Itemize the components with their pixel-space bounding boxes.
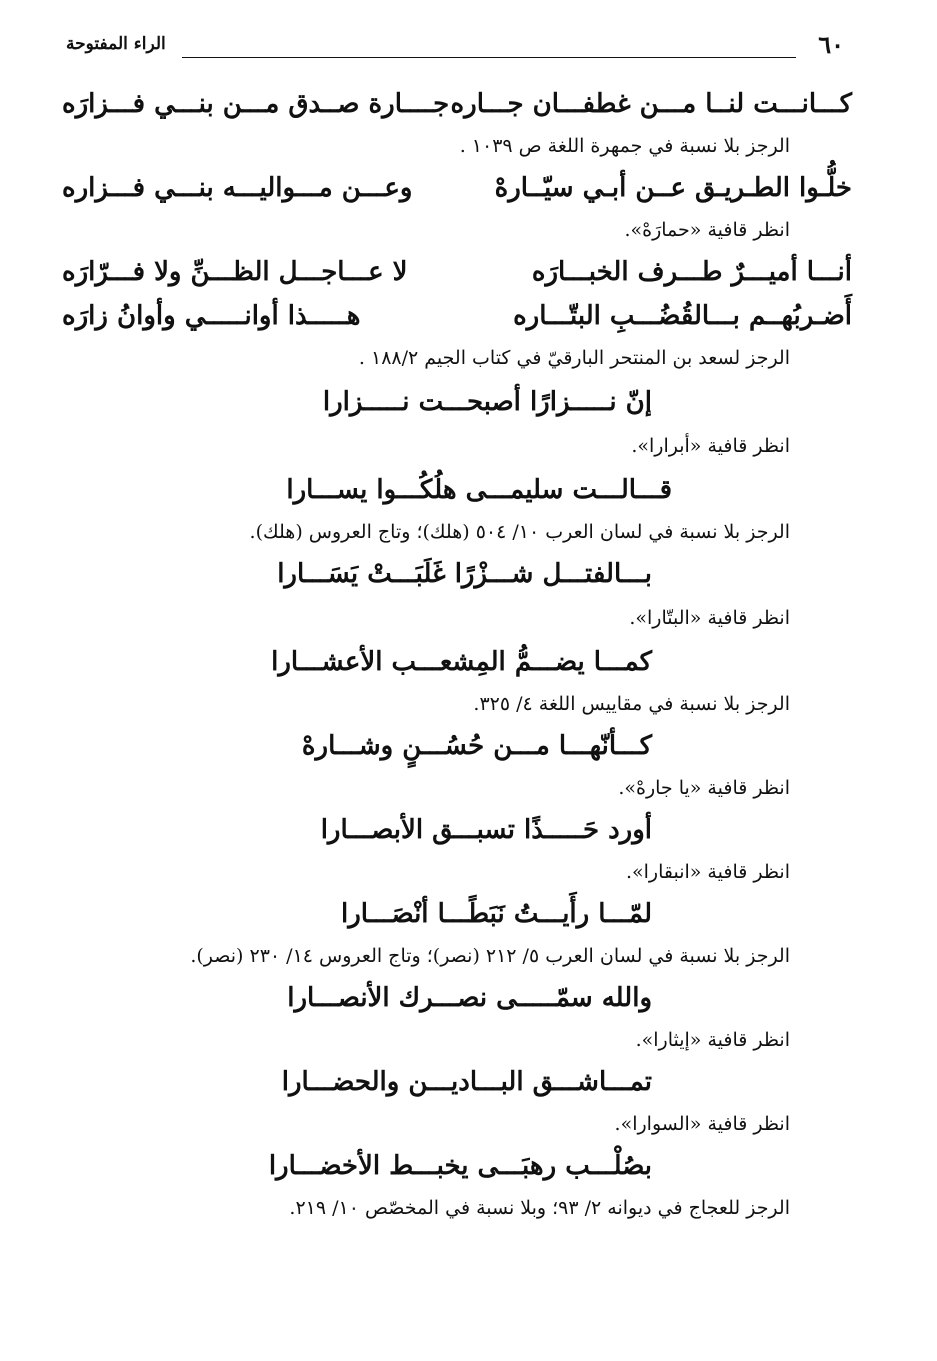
first-hemistich: كـــانـــت لنــا مـــن غطفـــان جـــاره bbox=[450, 89, 852, 119]
source-note: الرجز بلا نسبة في لسان العرب ٥/ ٢١٢ (نصر)؛ وتاج العروس ١٤/ ٢٣٠ (نصر). bbox=[190, 945, 790, 967]
second-hemistich: لا عـــاجـــل الظـــنِّ ولا فـــرّارَه bbox=[62, 257, 408, 287]
first-hemistich: أنـــا أميـــرٌ طـــرف الخبـــارَه bbox=[531, 257, 852, 287]
poem-couplet bbox=[62, 250, 852, 294]
header-rule bbox=[182, 57, 796, 58]
poem-verse: بصُلْـــب رهبَـــى يخبـــط الأخضـــارا bbox=[268, 1151, 652, 1181]
poem-verse: أورد حَـــــذًا تسبـــق الأبصـــارا bbox=[320, 815, 652, 845]
cross-reference-note: انظر قافية «حمارَهْ». bbox=[624, 219, 790, 241]
poem-couplet bbox=[62, 294, 852, 338]
cross-reference-note: انظر قافية «البتّارا». bbox=[629, 607, 790, 629]
second-hemistich: هـــــذا أوانـــــي وأوانُ زارَه bbox=[62, 301, 361, 331]
first-hemistich: خلُّـوا الطـريـق عــن أبـي سيّــارهْ bbox=[494, 173, 852, 203]
poem-verse: كـــأنّهـــا مـــن حُسُـــنٍ وشـــارهْ bbox=[301, 731, 652, 761]
poem-couplet bbox=[62, 82, 852, 126]
page-header bbox=[62, 28, 852, 64]
running-title: الراء المفتوحة bbox=[66, 34, 166, 54]
first-hemistich: أَضـربُهــم بـــالقُضُـــبِ البتّـــاره bbox=[513, 301, 852, 331]
source-note: الرجز للعجاج في ديوانه ٢/ ٩٣؛ وبلا نسبة في المخصّص ١٠/ ٢١٩. bbox=[289, 1197, 790, 1219]
cross-reference-note: انظر قافية «السوارا». bbox=[614, 1113, 790, 1135]
page-body bbox=[62, 82, 852, 1226]
second-hemistich: جــــارة صــدق مـــن بنـــي فـــزارَه bbox=[62, 89, 450, 119]
poem-verse: قـــالـــت سليمـــى هلُكُـــوا يســـارا bbox=[286, 475, 672, 505]
second-hemistich: وعـــن مـــواليـــه بنـــي فـــزاره bbox=[62, 173, 413, 203]
source-note: الرجز بلا نسبة في لسان العرب ١٠/ ٥٠٤ (هلك)؛ وتاج العروس (هلك). bbox=[249, 521, 790, 543]
cross-reference-note: انظر قافية «إيثارا». bbox=[635, 1029, 790, 1051]
poem-verse: بـــالفتـــل شـــزْرًا غَلَبَـــتْ يَسَـــارا bbox=[277, 559, 652, 589]
cross-reference-note: انظر قافية «يا جارهْ». bbox=[618, 777, 790, 799]
poem-verse: والله سمّـــــى نصـــرك الأنصـــارا bbox=[287, 983, 652, 1013]
poem-couplet bbox=[62, 166, 852, 210]
poem-verse: تمـــاشـــق البـــاديـــن والحضـــارا bbox=[281, 1067, 652, 1097]
poem-verse: إنّ نـــــزارًا أصبحـــت نـــــزارا bbox=[322, 387, 652, 417]
poem-verse: لمّـــا رأَيـــتُ نَبَطًـــا أنْصَـــارا bbox=[340, 899, 652, 929]
cross-reference-note: انظر قافية «أبرارا». bbox=[631, 435, 790, 457]
source-note: الرجز بلا نسبة في مقاييس اللغة ٤/ ٣٢٥. bbox=[473, 693, 790, 715]
poem-verse: كمـــا يضـــمُّ المِشعـــب الأعشـــارا bbox=[271, 647, 652, 677]
source-note: الرجز بلا نسبة في جمهرة اللغة ص ١٠٣٩ . bbox=[459, 135, 790, 157]
source-note: الرجز لسعد بن المنتحر البارقيّ في كتاب الجيم ١٨٨/٢ . bbox=[358, 347, 790, 369]
page-number: ٦٠ bbox=[818, 30, 844, 59]
cross-reference-note: انظر قافية «انبقارا». bbox=[625, 861, 790, 883]
